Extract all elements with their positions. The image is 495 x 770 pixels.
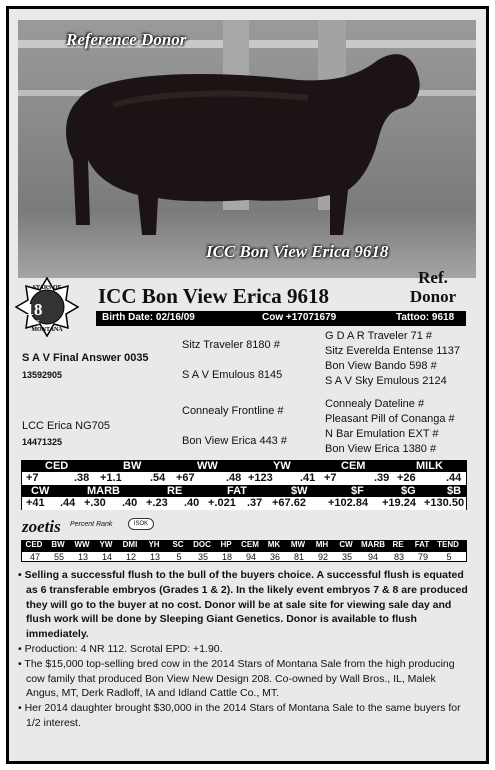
- percent-rank-values: 47 55 13 14 12 13 5 35 18 94 36 81 92 35 94 83 79 5: [21, 551, 467, 562]
- zoetis-logo: zoetis: [22, 517, 61, 536]
- pedigree-dsd: Pleasant Pill of Conanga #: [325, 413, 455, 425]
- cow-photo: [18, 20, 476, 278]
- cow-silhouette: [18, 20, 476, 278]
- birth-date: Birth Date: 02/16/09: [102, 312, 195, 323]
- cow-registration: Cow +17071679: [262, 312, 337, 323]
- epd-header-row-1: CED BW WW YW CEM MILK: [21, 460, 467, 472]
- note-production: • Production: 4 NR 112. Scrotal EPD: +1.90.: [18, 642, 223, 655]
- pedigree-ddd: Bon View Erica 1380 #: [325, 443, 437, 455]
- dam-of-dam: Bon View Erica 443 #: [182, 435, 287, 447]
- svg-text:STARS OF: STARS OF: [32, 285, 62, 291]
- pedigree-dds: N Bar Emulation EXT #: [325, 428, 439, 440]
- pedigree-sdd: S A V Sky Emulous 2124: [325, 375, 447, 387]
- pedigree-dss: Connealy Dateline #: [325, 398, 425, 410]
- dam: LCC Erica NG705: [22, 420, 111, 432]
- percent-rank-header: CED BW WW YW DMI YH SC DOC HP CEM MK MW MH CW MARB RE FAT TEND: [21, 540, 467, 551]
- pedigree-sss: G D A R Traveler 71 #: [325, 330, 432, 342]
- lot-notes: [18, 568, 470, 731]
- reference-donor-label: Ref. Donor: [409, 268, 457, 306]
- lot-number: 18: [25, 300, 43, 319]
- lot-label: LOT: [28, 321, 40, 327]
- tattoo: Tattoo: 9618: [396, 312, 455, 323]
- dam-registration: 14471325: [22, 437, 63, 447]
- sire-of-dam: Connealy Frontline #: [182, 405, 284, 417]
- photo-caption-bottom: ICC Bon View Erica 9618: [206, 242, 389, 261]
- epd-header-row-2: CW MARB RE FAT $W $F $G $B: [21, 485, 467, 497]
- epd-value-row-2: +41 .44 +.30 .40 +.23 .40 +.021 .37 +67.62 +102.84 +19.24 +130.50: [21, 497, 467, 510]
- percent-rank-label: Percent Rank: [70, 521, 113, 528]
- info-bar: [96, 311, 466, 326]
- sire-registration: 13592905: [22, 370, 63, 380]
- note-flush: • Selling a successful flush to the bull of the buyers choice. A successful flush is equated as 6 transferable embryos (Grades 1 & 2). In the likely event embryos 7 & 8 are produced they will go to the buyer at no cost. Donor will be at sale site for viewing sale day and flush work will be done by Sleeping Giant Genetics. Donor is available to flush immediately.: [18, 569, 468, 641]
- note-daughter: • Her 2014 daughter brought $30,000 in the 2014 Stars of Montana Sale to the same buyers for 1/2 interest.: [18, 702, 461, 729]
- note-history: • The $15,000 top-selling bred cow in the 2014 Stars of Montana Sale from the high producing cow family that produced Bon View New Design 208. Co-owned by Wall Bros., IL, Malek Angus, MT, Derk Radloff, IA and Idland Cattle Co., MT.: [18, 657, 455, 700]
- photo-caption-top: Reference Donor: [66, 30, 187, 49]
- sire: S A V Final Answer 0035: [22, 352, 149, 364]
- isok-badge: ISOK: [128, 518, 154, 530]
- sire-of-sire: Sitz Traveler 8180 #: [182, 339, 280, 351]
- animal-name: ICC Bon View Erica 9618: [98, 284, 329, 308]
- pedigree-sds: Bon View Bando 598 #: [325, 360, 437, 372]
- epd-value-row-1: +7 .38 +1.1 .54 +67 .48 +123 .41 +7 .39 +26 .44: [21, 472, 467, 485]
- pedigree-ssd: Sitz Everelda Entense 1137: [325, 345, 460, 357]
- svg-text:MONTANA: MONTANA: [31, 327, 63, 333]
- dam-of-sire: S A V Emulous 8145: [182, 369, 283, 381]
